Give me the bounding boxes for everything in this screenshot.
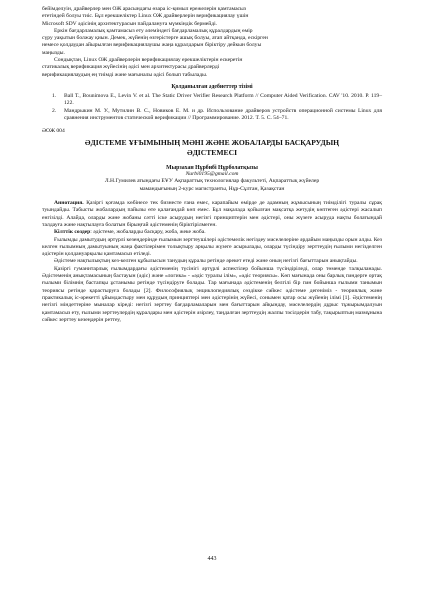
body-paragraph: Әдістеме нақтылықтың кез-келген құбылысын танудың құралы ретінде әрекет етеді және оның негізгі бағыттарын анықтайды.: [54, 258, 358, 265]
top-paragraph: [42, 6, 382, 28]
text-line: маңызды.: [42, 49, 65, 56]
author-affiliation: [42, 178, 382, 193]
article-title: [42, 138, 382, 157]
text-line: Microsoft SDV әдісінің архитектурасын пайдалануға мүмкіндік бермейді.: [42, 20, 218, 27]
udc-code: ӘОЖ 004: [42, 128, 65, 135]
author-email: Nurbi0195@gmail.com: [185, 171, 239, 178]
body-paragraph: Ғылымды дамытудың әртүрлі кезеңдерінде ғылымын зерттеушілері әдістемелік негіздеу мәселелеріне әрдайым маңызды орын алды. Кез келген ғылымның дамытуының жаңа фактілерімен толықтыру арқылы жүзеге асырылады, оларды түсіндіру зерттеудің ғылыми негізделген әдістерін қолдануарқылы қамтамасыз етіледі.: [42, 236, 382, 258]
paragraph: [42, 28, 382, 57]
text-line: верификациялаудың ең тиімді және мағыналы әдісі болып табылады.: [42, 71, 208, 78]
abstract-text: Қазіргі қоғамда көбінесе тек бизнесте ғана емес, карапайым өмірде де адамның жұмысының тиімділігі туралы сұрақ туындайды. Табысты жобалардың пайызы өте қалағандай көп емес. Бұл мақалада қойылған мақсатқа жетудің көптеген әдістері жасалып енгізілді. Алайда, оларды және жобаны сәтті іске асырудың негізгі принциптерін мен әдістері, оны жүзеге асыруда нақты болатындай талдауға және нақтылауға болатын бірыңғай әдістеменің біріктірілмеген.: [42, 200, 382, 228]
text-line: Еркін бағдарламалық қамтамасыз ету әлеміндегі бағдарламалық құралдардың өмір: [54, 27, 253, 34]
page-number: 443: [207, 556, 217, 562]
keywords-label: Кілттік сөздер: [54, 229, 91, 236]
keywords-text: : әдістеме, жобаларды басқару, жоба, жеке жоба.: [90, 229, 206, 236]
references-list: [42, 93, 382, 122]
affiliation-line: мамандығының 2-курс магистранты, Нұр-Сұлтан, Қазақстан: [139, 185, 285, 192]
title-line: ӘДІСТЕМЕ ҰҒЫМЫНЫҢ МӘНІ ЖӘНЕ ЖОБАЛАРДЫ БАСҚАРУДЫҢ: [84, 138, 340, 148]
text-line: статикалық верификация жүйесінің әдісі мен архитектурасы драйверлерді: [42, 64, 220, 71]
text-line: Сондықтан, Linux ОЖ драйверлерін верификациялау ерекшеліктерін ескеретін: [54, 57, 243, 64]
reference-text: Мандрыкин М. У., Мутилин В. С., Новиков Е. М. и др. Использование драйверов устройств операционной системы Linux для сравнения инструментов статической верификации // Программирование. 2012. Т. 5. С. 54–71.: [64, 107, 382, 121]
keywords: [42, 229, 382, 236]
body-paragraph: Қазіргі гуманитарлық ғылымдардағы әдістеменің түсінігі әртүрлі аспектілер бойынша түсіндіріледі, олар төменде талқыланады. Әдістеменің анықтамасының бастауын (әдіс) және «логика» - «әдіс туралы ілім», «әдіс теориясы». Көп мағынада оны барлық пәндерге ортақ ғылыми білімнің бастапқы ұстанымы ретінде түсіндіруге болады. Тар мағынада әдістеменің белгілі бір пән бойынша ғылыми танымын теориясы ретінде қарастыруға болады [2]. Философиялық энциклопедиялық сөздікке сәйкес әдістеме дегеніміз - теориялық және практикалық іс-әрекетті ұйымдастыру мен құрудың принциптері мен әдістерінің жүйесі, сонымен қатар осы жүйенің ілімі [1]. Әдістеменің негізгі міндеттеріне мыналар кіреді: негізгі зерттеу бағдарламаларын мен бағыттарын айқындау, мәселелердің дұрыс тұжырымдалуын қамтамасыз ету, ғылыми зерттеулердің құралдары мен әдістерін әзірлеу, таңдалған зерттеудің жалпы тәсілдерін табу, тақырыптың мазмұнына сәйкес зерттеу кезеңдерін реттеу,: [42, 265, 382, 323]
text-line: немесе қолдаудан айырылған верификациялаушы жаңа құралдарын біріктіру дейкын болуы: [42, 42, 262, 49]
reference-item: [42, 108, 382, 123]
text-line: ететіндей болуы тиіс. Бұл ерекшеліктер Linux ОЖ драйверлерін верификациялау үшін: [42, 13, 249, 20]
abstract-label: Аннотация.: [54, 200, 84, 207]
affiliation-line: Л.Н.Гумилев атындағы ЕҰУ Ақпараттық технологиялар факультеті, Ақпараттық жүйелер: [104, 178, 320, 185]
abstract: [42, 200, 382, 229]
text-line: сүру уақытын болжау қиын. Демек, жүйенің өзгерістерге ашық болуы, атап айтқанда, ескірген: [42, 35, 268, 42]
paragraph: [42, 57, 382, 79]
reference-text: Ball T., Bounimova E., Levin V. et al. The Static Driver Verifier Research Platform // Computer Aided Verification. CAV '10. 2010. P. 119–122.: [64, 92, 382, 107]
reference-number: 2.: [52, 107, 57, 114]
reference-item: [42, 93, 382, 108]
references-title: Қолданылған әдебиеттер тізімі: [171, 83, 253, 90]
author-name: Мырзахан Нұрбибі Нұрболатқызы: [166, 165, 258, 172]
text-line: бейімделуін, драйверлер мен ОЖ арасындағы өзара іс-қимыл ережелерін қамтамасыз: [42, 6, 246, 12]
reference-number: 1.: [52, 92, 57, 99]
title-line: ӘДІСТЕМЕСІ: [186, 147, 238, 157]
